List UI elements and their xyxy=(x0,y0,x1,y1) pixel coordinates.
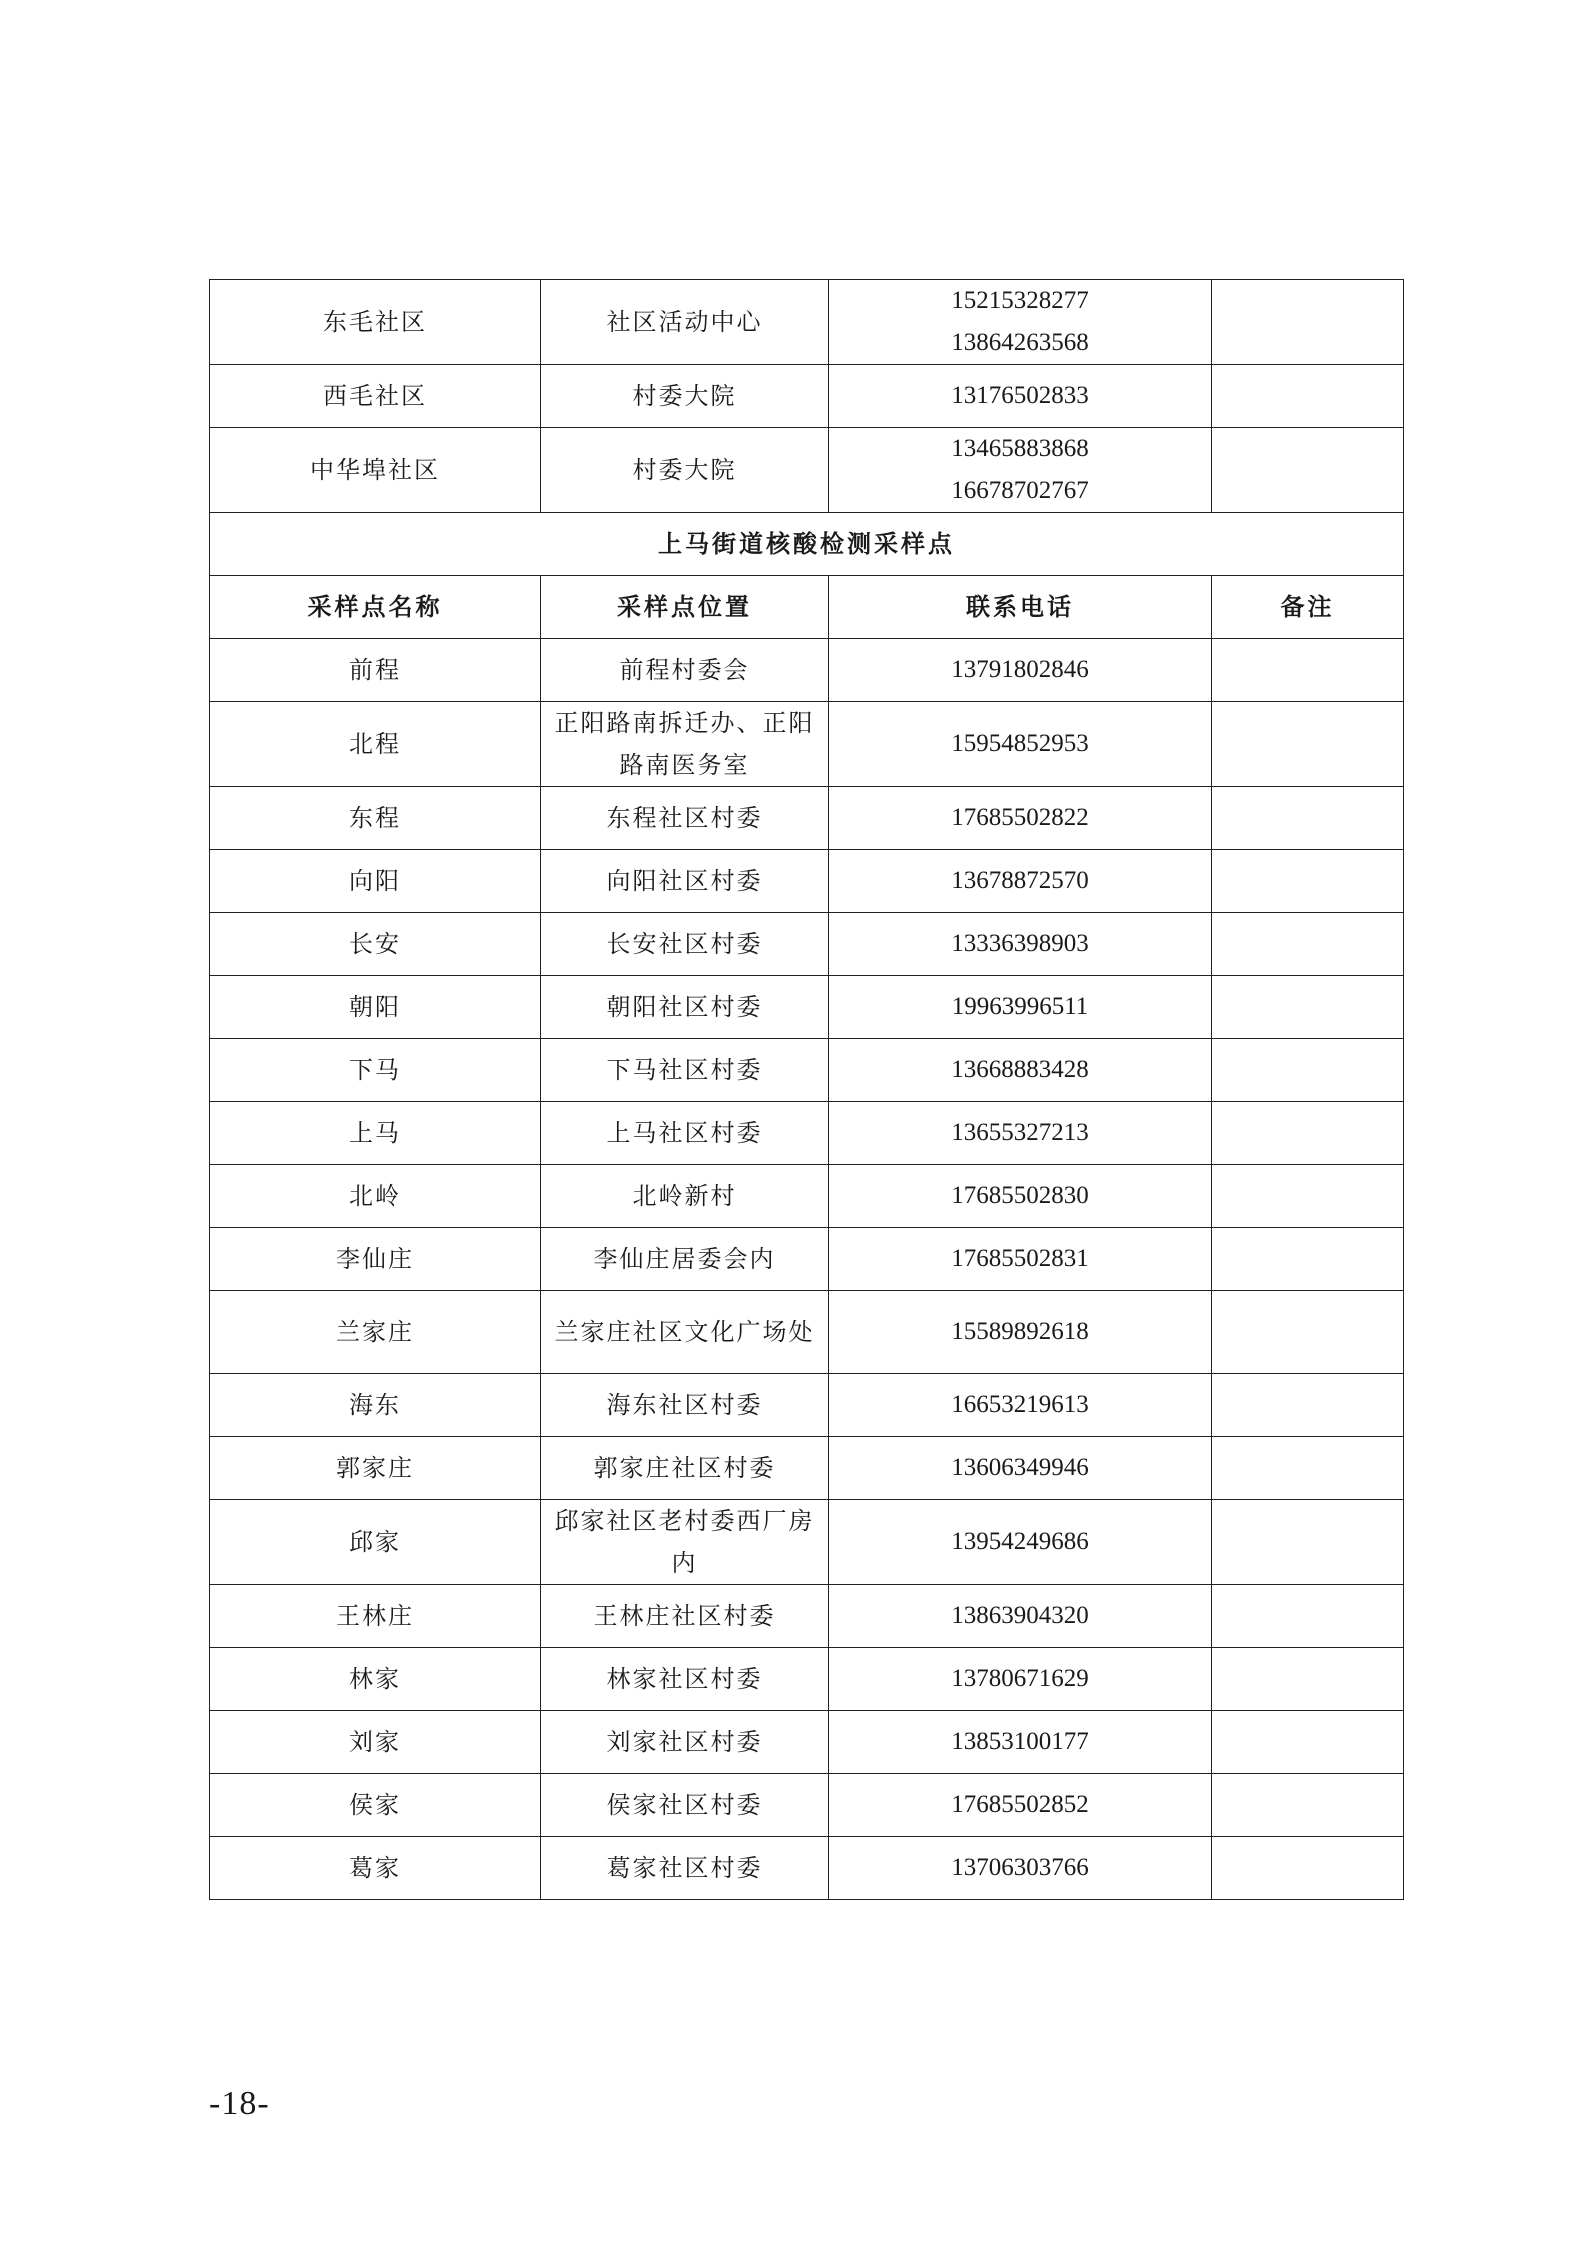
table-row xyxy=(210,702,1404,787)
page-number: -18- xyxy=(209,2085,270,2122)
site-location-cell: 邱家社区老村委西厂房内 xyxy=(541,1500,829,1585)
site-name-cell: 向阳 xyxy=(210,850,541,913)
site-location-cell: 王林庄社区村委 xyxy=(541,1585,829,1648)
note-cell xyxy=(1212,913,1404,976)
table-row xyxy=(210,1228,1404,1291)
phone-cell: 15589892618 xyxy=(829,1291,1212,1374)
site-name-cell: 刘家 xyxy=(210,1711,541,1774)
phone-cell: 13780671629 xyxy=(829,1648,1212,1711)
table-row xyxy=(210,280,1404,365)
note-cell xyxy=(1212,787,1404,850)
table-row xyxy=(210,787,1404,850)
table-row xyxy=(210,1102,1404,1165)
site-location-cell: 村委大院 xyxy=(541,428,829,513)
phone-cell: 13954249686 xyxy=(829,1500,1212,1585)
site-name-cell: 东程 xyxy=(210,787,541,850)
note-cell xyxy=(1212,1039,1404,1102)
table-body xyxy=(210,639,1404,1900)
note-cell xyxy=(1212,1774,1404,1837)
note-cell xyxy=(1212,1648,1404,1711)
site-name-cell: 李仙庄 xyxy=(210,1228,541,1291)
phone-cell: 13336398903 xyxy=(829,913,1212,976)
site-location-cell: 海东社区村委 xyxy=(541,1374,829,1437)
site-name-cell: 郭家庄 xyxy=(210,1437,541,1500)
table-row xyxy=(210,1291,1404,1374)
phone-cell: 13668883428 xyxy=(829,1039,1212,1102)
note-cell xyxy=(1212,1500,1404,1585)
site-location-cell: 向阳社区村委 xyxy=(541,850,829,913)
phone-cell xyxy=(829,365,1212,428)
table-row xyxy=(210,1774,1404,1837)
phone-number: 13176502833 xyxy=(951,382,1089,409)
table-row xyxy=(210,1837,1404,1900)
phone-number: 16678702767 xyxy=(951,477,1089,504)
header-phone: 联系电话 xyxy=(829,576,1212,639)
note-cell xyxy=(1212,1102,1404,1165)
phone-cell: 13655327213 xyxy=(829,1102,1212,1165)
site-name-cell: 前程 xyxy=(210,639,541,702)
phone-cell: 13853100177 xyxy=(829,1711,1212,1774)
table-row xyxy=(210,1648,1404,1711)
phone-cell: 17685502852 xyxy=(829,1774,1212,1837)
header-location: 采样点位置 xyxy=(541,576,829,639)
phone-number: 13864263568 xyxy=(951,329,1089,356)
site-location-cell: 下马社区村委 xyxy=(541,1039,829,1102)
table-row xyxy=(210,1437,1404,1500)
note-cell xyxy=(1212,1711,1404,1774)
site-location-cell: 东程社区村委 xyxy=(541,787,829,850)
table-row xyxy=(210,1374,1404,1437)
table-row xyxy=(210,1165,1404,1228)
site-name-cell: 下马 xyxy=(210,1039,541,1102)
note-cell xyxy=(1212,1228,1404,1291)
site-name-cell: 长安 xyxy=(210,913,541,976)
site-location-cell: 侯家社区村委 xyxy=(541,1774,829,1837)
phone-cell: 13791802846 xyxy=(829,639,1212,702)
phone-cell: 16653219613 xyxy=(829,1374,1212,1437)
header-note: 备注 xyxy=(1212,576,1404,639)
site-location-cell: 李仙庄居委会内 xyxy=(541,1228,829,1291)
table-row xyxy=(210,850,1404,913)
phone-cell: 13678872570 xyxy=(829,850,1212,913)
note-cell xyxy=(1212,1837,1404,1900)
site-location-cell: 上马社区村委 xyxy=(541,1102,829,1165)
site-location-cell: 林家社区村委 xyxy=(541,1648,829,1711)
note-cell xyxy=(1212,365,1404,428)
site-name-cell: 朝阳 xyxy=(210,976,541,1039)
phone-cell: 17685502830 xyxy=(829,1165,1212,1228)
table-row xyxy=(210,365,1404,428)
site-location-cell: 朝阳社区村委 xyxy=(541,976,829,1039)
phone-number: 13465883868 xyxy=(951,435,1089,462)
table-row xyxy=(210,976,1404,1039)
note-cell xyxy=(1212,428,1404,513)
site-location-cell: 刘家社区村委 xyxy=(541,1711,829,1774)
phone-number: 15215328277 xyxy=(951,287,1089,314)
site-location-cell: 北岭新村 xyxy=(541,1165,829,1228)
section-title: 上马街道核酸检测采样点 xyxy=(210,513,1404,576)
site-name-cell: 林家 xyxy=(210,1648,541,1711)
table-row xyxy=(210,1039,1404,1102)
note-cell xyxy=(1212,639,1404,702)
note-cell xyxy=(1212,702,1404,787)
phone-cell: 17685502822 xyxy=(829,787,1212,850)
site-name-cell: 上马 xyxy=(210,1102,541,1165)
site-location-cell: 长安社区村委 xyxy=(541,913,829,976)
site-name-cell: 中华埠社区 xyxy=(210,428,541,513)
phone-cell: 13606349946 xyxy=(829,1437,1212,1500)
site-location-cell: 兰家庄社区文化广场处 xyxy=(541,1291,829,1374)
site-name-cell: 王林庄 xyxy=(210,1585,541,1648)
table-header-row xyxy=(210,576,1404,639)
table-row xyxy=(210,1585,1404,1648)
table-row xyxy=(210,913,1404,976)
phone-cell: 15954852953 xyxy=(829,702,1212,787)
site-location-cell: 郭家庄社区村委 xyxy=(541,1437,829,1500)
header-name: 采样点名称 xyxy=(210,576,541,639)
phone-cell: 17685502831 xyxy=(829,1228,1212,1291)
note-cell xyxy=(1212,1165,1404,1228)
site-name-cell: 西毛社区 xyxy=(210,365,541,428)
site-name-cell: 兰家庄 xyxy=(210,1291,541,1374)
phone-cell xyxy=(829,280,1212,365)
site-location-cell: 社区活动中心 xyxy=(541,280,829,365)
site-name-cell: 东毛社区 xyxy=(210,280,541,365)
site-name-cell: 海东 xyxy=(210,1374,541,1437)
table-row xyxy=(210,1500,1404,1585)
site-name-cell: 邱家 xyxy=(210,1500,541,1585)
site-location-cell: 葛家社区村委 xyxy=(541,1837,829,1900)
site-name-cell: 葛家 xyxy=(210,1837,541,1900)
site-name-cell: 北岭 xyxy=(210,1165,541,1228)
table-row xyxy=(210,639,1404,702)
note-cell xyxy=(1212,1585,1404,1648)
note-cell xyxy=(1212,850,1404,913)
phone-cell: 13863904320 xyxy=(829,1585,1212,1648)
phone-cell: 13706303766 xyxy=(829,1837,1212,1900)
note-cell xyxy=(1212,976,1404,1039)
site-name-cell: 侯家 xyxy=(210,1774,541,1837)
site-location-cell: 正阳路南拆迁办、正阳路南医务室 xyxy=(541,702,829,787)
table-row xyxy=(210,1711,1404,1774)
note-cell xyxy=(1212,280,1404,365)
section-title-row xyxy=(210,513,1404,576)
site-name-cell: 北程 xyxy=(210,702,541,787)
note-cell xyxy=(1212,1437,1404,1500)
table-row xyxy=(210,428,1404,513)
phone-cell xyxy=(829,428,1212,513)
site-location-cell: 村委大院 xyxy=(541,365,829,428)
sampling-sites-table xyxy=(209,279,1404,1900)
phone-cell: 19963996511 xyxy=(829,976,1212,1039)
note-cell xyxy=(1212,1374,1404,1437)
note-cell xyxy=(1212,1291,1404,1374)
site-location-cell: 前程村委会 xyxy=(541,639,829,702)
